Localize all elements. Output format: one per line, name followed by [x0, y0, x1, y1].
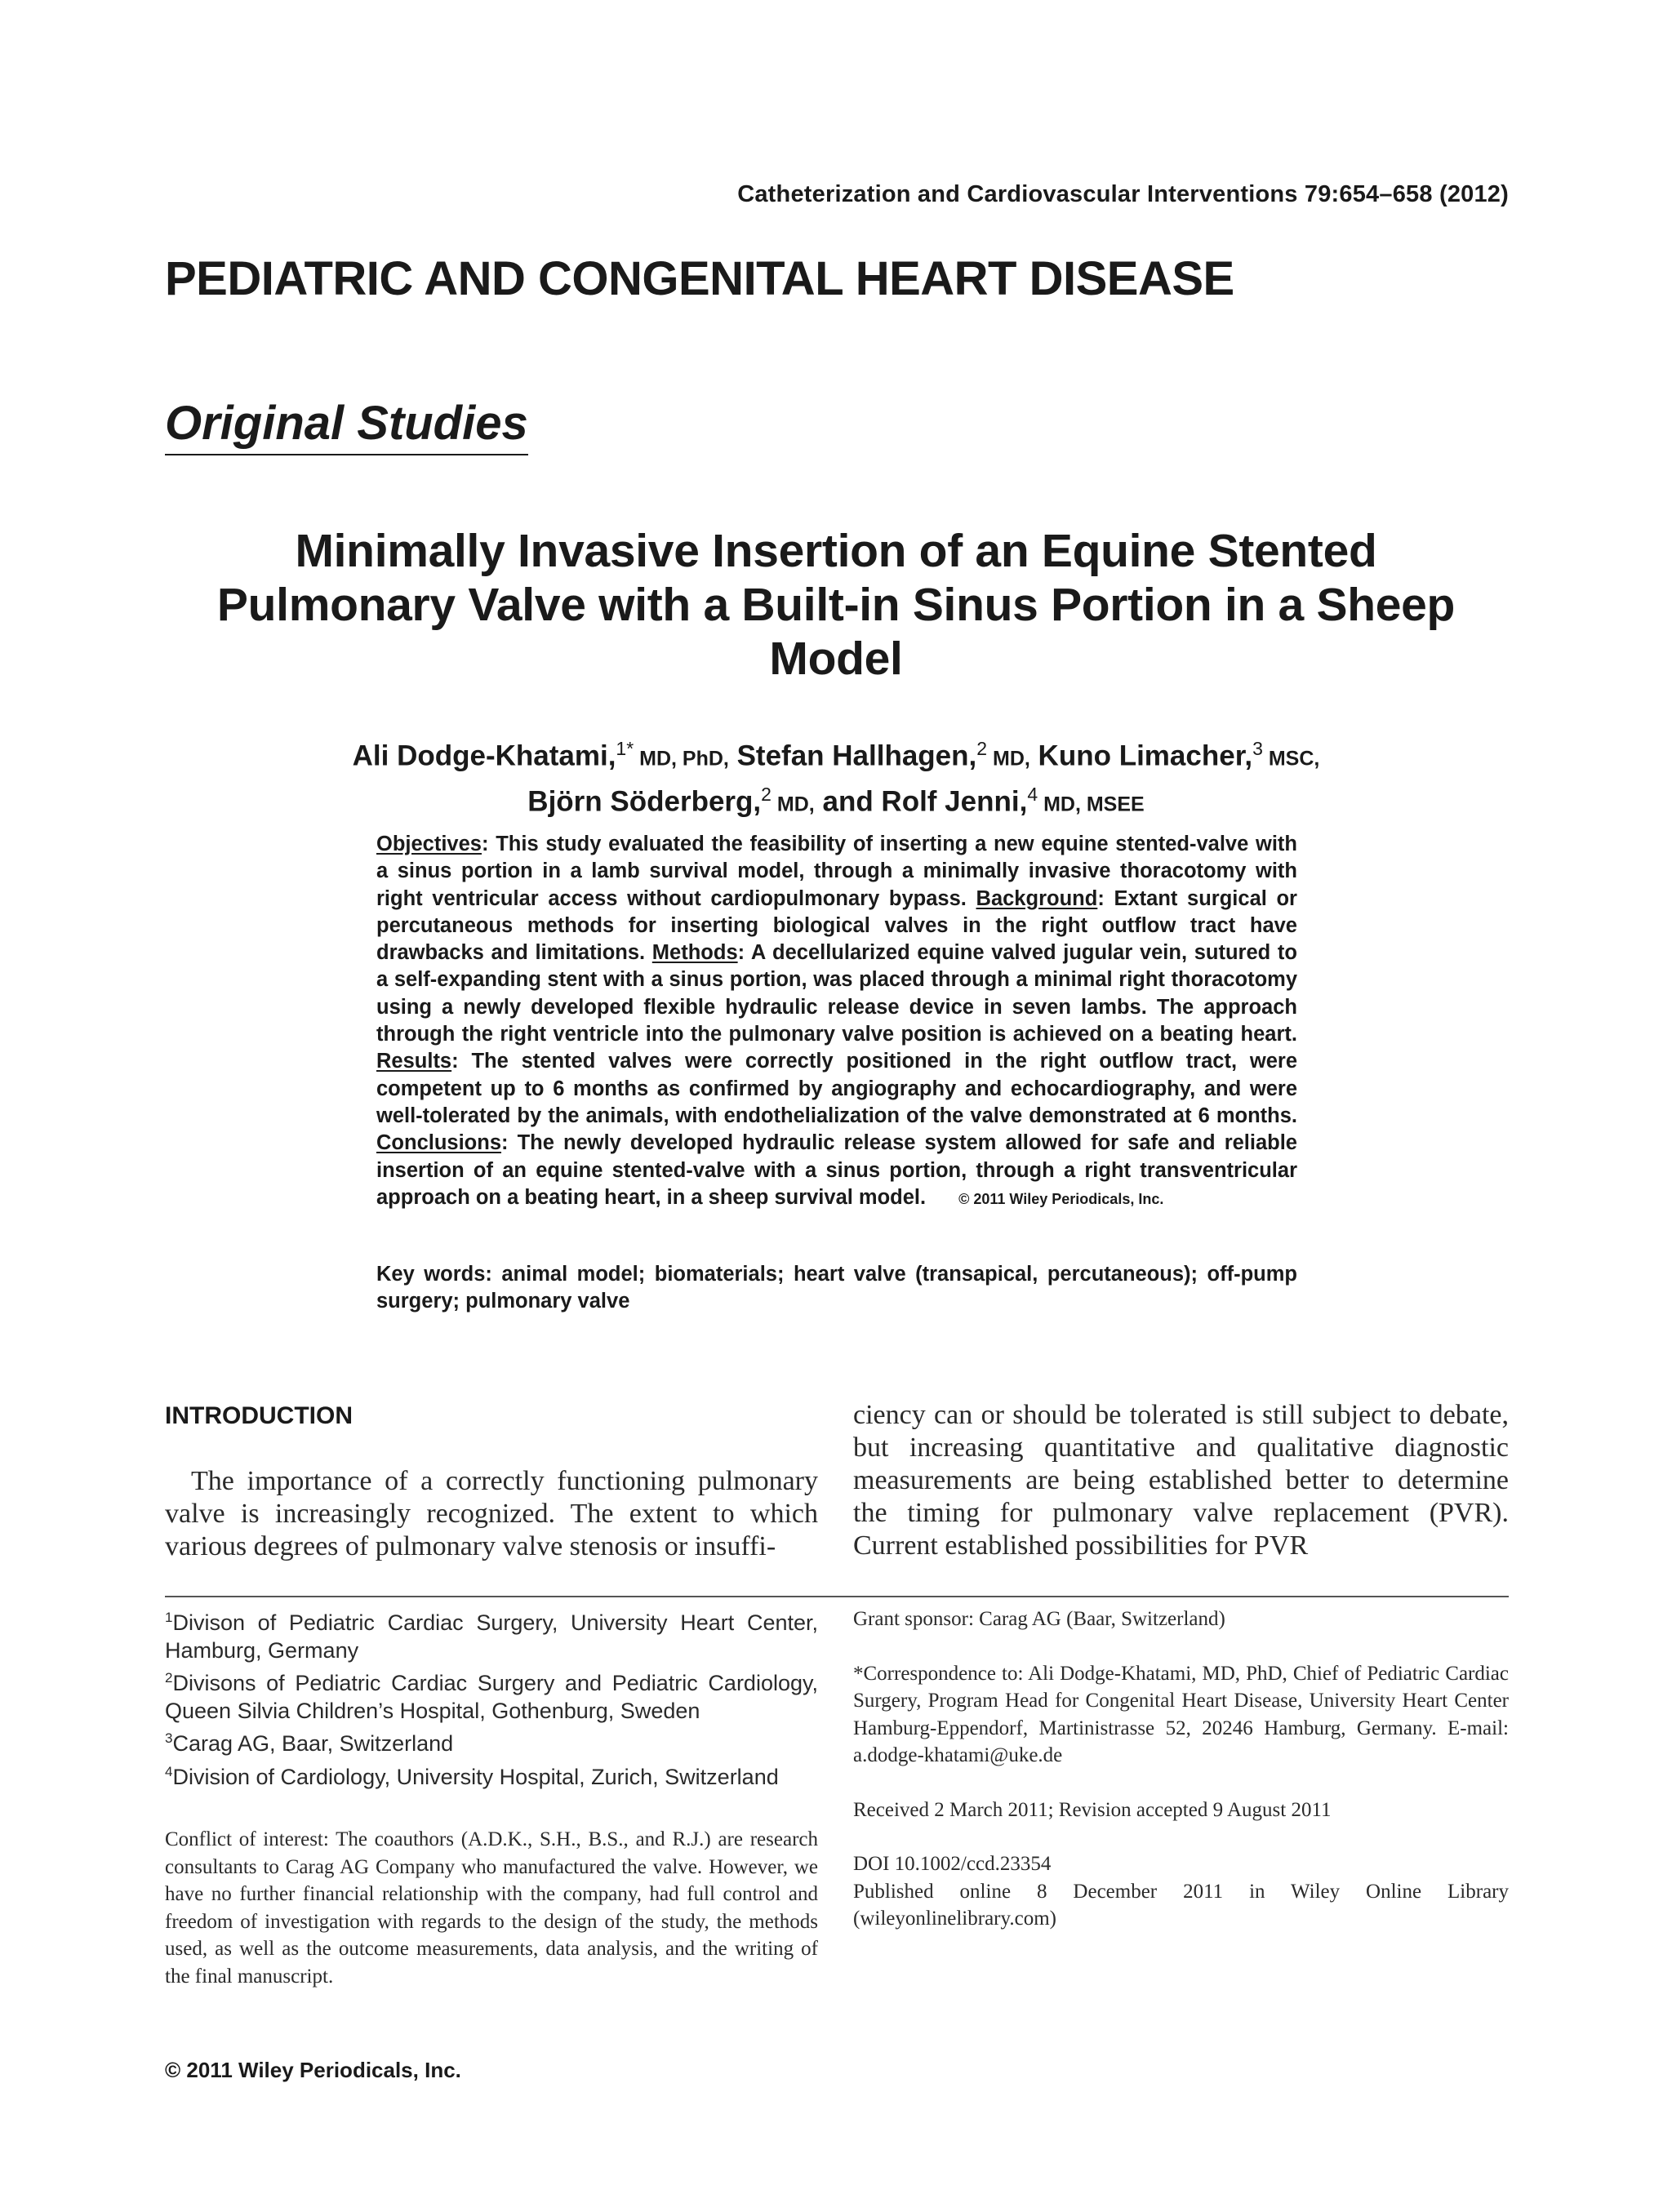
abstract-label-methods: Methods: [651, 941, 738, 965]
published-online: Published online 8 December 2011 in Wiley Online Library (wileyonlinelibrary.com): [853, 1880, 1509, 1930]
affiliation-item: $^1$Divison of Pediatric Cardiac Surgery, University Heart Center, Hamburg, Germany: [165, 1610, 818, 1663]
grant-sponsor: Grant sponsor: Carag AG (Baar, Switzerland): [853, 1608, 1225, 1630]
author-name: Björn Söderberg,: [527, 785, 762, 818]
author-affil-marker: 2: [976, 738, 988, 759]
author-degree: MD,: [771, 793, 815, 816]
abstract-copyright: © 2011 Wiley Periodicals, Inc.: [958, 1190, 1164, 1207]
doi: DOI 10.1002/ccd.23354: [853, 1853, 1052, 1875]
author-name: and Rolf Jenni,: [814, 785, 1028, 818]
abstract-results: : The stented valves were correctly positioned in the right outflow tract, were competent up to 6 months as confirmed by angiography and echocardiography, and were well-tolerated by the animals, with endothelialization of the valve demonstrated at 6 months.: [376, 1050, 1297, 1127]
affiliation-item: $^4$Division of Cardiology, University Hospital, Zurich, Switzerland: [165, 1763, 779, 1789]
subsection-heading: Original Studies: [165, 395, 528, 455]
affiliations: [165, 1604, 818, 1791]
abstract-conclusions: : The newly developed hydraulic release system allowed for safe and reliable insertion of an equine stented-valve with a sinus portion, through a right transventricular approach on a beating heart, in a sheep survival model.: [376, 1131, 1297, 1209]
author-degree: MD, MSEE: [1038, 793, 1145, 816]
affiliation-item: $^2$Divisons of Pediatric Cardiac Surgery and Pediatric Cardiology, Queen Silvia Children’s Hospital, Gothenburg, Sweden: [165, 1670, 818, 1723]
author-name: Stefan Hallhagen,: [728, 740, 977, 772]
abstract-label-results: Results: [376, 1050, 452, 1073]
introduction-heading: INTRODUCTION: [165, 1402, 353, 1429]
author-affil-marker: 1*: [616, 738, 634, 759]
article-title: Minimally Invasive Insertion of an Equine Stented Pulmonary Valve with a Built-in Sinus Portion in a Sheep Model: [216, 525, 1456, 685]
abstract-background: : Extant surgical or percutaneous methods for inserting biological valves in the right outflow tract have drawbacks and limitations.: [376, 886, 1297, 965]
abstract: [376, 831, 1297, 1213]
correspondence: *Correspondence to: Ali Dodge-Khatami, MD, PhD, Chief of Pediatric Cardiac Surgery, Program Head for Congenital Heart Disease, University Heart Center Hamburg-Eppendorf, Martinistrasse 52, 20246 Hamburg, Germany. E-mail: a.dodge-khatami@uke.de: [853, 1662, 1509, 1766]
keywords: Key words: animal model; biomaterials; heart valve (transapical, percutaneous); off-pump surgery; pulmonary valve: [376, 1263, 1297, 1313]
abstract-label-objectives: Objectives: [376, 833, 482, 855]
section-heading: PEDIATRIC AND CONGENITAL HEART DISEASE: [165, 252, 1234, 305]
introduction-text-left: The importance of a correctly functioning pulmonary valve is increasingly recognized. The extent to which various degrees of pulmonary valve stenosis or insuffi-: [165, 1466, 818, 1561]
abstract-objectives: : This study evaluated the feasibility of inserting a new equine stented-valve with a sinus portion in a lamb survival model, through a minimally invasive thoracotomy with right ventricular access without cardiopulmonary bypass.: [376, 833, 1297, 910]
footer-copyright: © 2011 Wiley Periodicals, Inc.: [165, 2058, 461, 2082]
author-degree: MSC,: [1262, 747, 1320, 771]
article-notes: [853, 1606, 1509, 1933]
author-list: [196, 731, 1476, 822]
conflict-of-interest: Conflict of interest: The coauthors (A.D.K., S.H., B.S., and R.J.) are research consultants to Carag AG Company who manufactured the valve. However, we have no further financial relationship with the company, had full control and freedom of investigation with regards to the design of the study, the methods used, as well as the outcome measurements, data analysis, and the writing of the final manuscript.: [165, 1828, 818, 1988]
author-affil-marker: 4: [1027, 783, 1038, 805]
author-degree: MD,: [987, 747, 1030, 771]
footnote-divider: [165, 1596, 1509, 1597]
abstract-methods: : A decellularized equine valved jugular vein, sutured to a self-expanding stent with a sinus portion, was placed through a minimal right thoracotomy using a newly developed flexible hydraulic release device in seven lambs. The approach through the right ventricle into the pulmonary valve position is achieved on a beating heart.: [376, 941, 1297, 1046]
introduction-text-right: ciency can or should be tolerated is still subject to debate, but increasing quantitative and qualitative diagnostic measurements are being established better to determine the timing for pulmonary valve replacement (PVR). Current established possibilities for PVR: [853, 1400, 1509, 1561]
author-name: Kuno Limacher,: [1029, 740, 1253, 772]
abstract-label-conclusions: Conclusions: [376, 1131, 502, 1155]
author-affil-marker: 3: [1252, 738, 1263, 759]
abstract-label-background: Background: [976, 886, 1098, 910]
author-name: Ali Dodge-Khatami,: [352, 740, 616, 772]
affiliation-item: $^3$Carag AG, Baar, Switzerland: [165, 1730, 454, 1756]
author-degree: MD, PhD,: [634, 747, 729, 771]
journal-running-head: Catheterization and Cardiovascular Interventions 79:654–658 (2012): [737, 181, 1509, 207]
author-affil-marker: 2: [761, 783, 772, 805]
received-dates: Received 2 March 2011; Revision accepted 9 August 2011: [853, 1798, 1332, 1821]
